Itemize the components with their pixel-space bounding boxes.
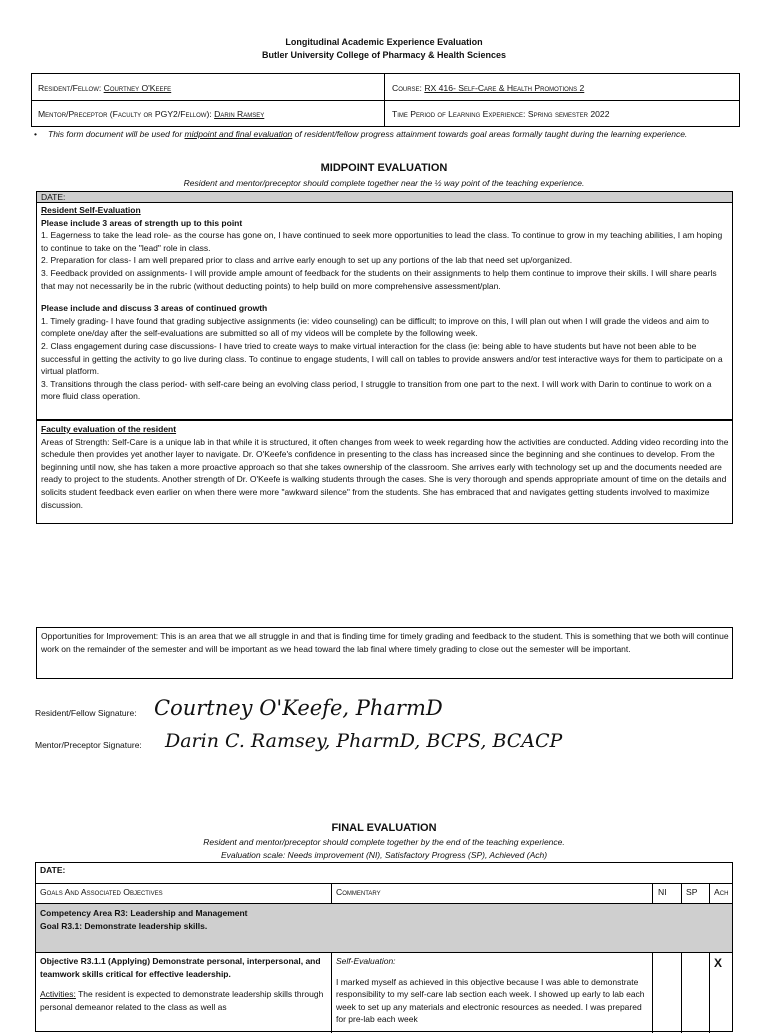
info-table — [31, 73, 740, 127]
faculty-evaluation-section — [36, 420, 733, 524]
note-bullet: • — [34, 129, 37, 139]
col-commentary-header: Commentary — [336, 887, 381, 897]
course-name: RX 416- Self-Care & Health Promotions 2 — [424, 83, 585, 93]
note-link-text: midpoint and final evaluation — [184, 129, 293, 139]
growth-item: 3. Transitions through the class period- with self-care being an evolving class period, I struggle to transition from one part to the next. I will work with Darin to continue to work on a more fluid class operation. — [41, 378, 712, 402]
midpoint-title: MIDPOINT EVALUATION — [320, 162, 448, 174]
course-field: Course: RX 416- Self-Care & Health Promotions 2 — [392, 83, 585, 93]
growth-item: 2. Class engagement during case discussions- I have tried to create ways to make virtual interaction for the class (ie: being able to have students but have not been able to be successful in getting the activity to go live during class. To continue to engage students, I will call on tables to provide answers and/or test interactive ways for them to participate on a virtual platform. — [41, 340, 723, 377]
period-field: Time Period of Learning Experience: Spring semester 2022 — [392, 109, 610, 119]
opportunities-section — [36, 627, 733, 679]
goal-text: Goal R3.1: Demonstrate leadership skills. — [40, 920, 208, 931]
mentor-signature-label: Mentor/Preceptor Signature: — [35, 740, 142, 750]
competency-area: Competency Area R3: Leadership and Management — [40, 908, 248, 918]
resident-signature: Courtney O'Keefe, PharmD — [154, 696, 443, 720]
self-eval-text: I marked myself as achieved in this objective because I was able to demonstrate responsibility to my self-care lab section each week. I showed up early to lab each week to set up any materials and electronic resources as needed. I was prepared for pre-lab each week — [336, 976, 645, 1025]
midpoint-subtitle: Resident and mentor/preceptor should complete together near the ½ way point of the teaching experience. — [183, 178, 585, 188]
faculty-text: Areas of Strength: Self-Care is a unique lab in that while it is structured, it often changes from week to week regarding how the activities are conducted. Adding video recording into the schedule then provides yet another layer to navigate. Dr. O'Keefe's confidence in presenting to the class has increased since the beginning and she continues to develop. From the beginning until now, she has taken a more proactive approach so that she takes ownership of the classroom. She arrives early with technology set up and the documents needed are ready to project to the students. Another strength of Dr. O'Keefe is walking students through the cases. She is very thorough and spends appropriate amount of time on the details and solicits student feedback even earlier on when there were more "awkward silence" from the students. She has embraced that and navigates getting students involved to maximize discussion. — [41, 436, 729, 510]
commentary-cell — [336, 955, 646, 1026]
faculty-heading: Faculty evaluation of the resident — [41, 424, 177, 434]
self-eval-label: Self-Evaluation: — [336, 956, 396, 966]
resident-name: Courtney O'Keefe — [103, 83, 172, 93]
strength-item: 2. Preparation for class- I am well prepared prior to class and arrive early enough to set up any portions of the lab that need set up/organized. — [41, 255, 573, 266]
strength-item: 1. Eagerness to take the lead role- as the course has gone on, I have continued to seek more opportunities to lead the class. To continue to grow in my teaching abilities, I am hoping to continue to take on the "lead" role in class. — [41, 230, 723, 253]
resident-signature-label: Resident/Fellow Signature: — [35, 708, 137, 718]
document-title: Longitudinal Academic Experience Evaluation — [285, 37, 483, 47]
institution-name: Butler University College of Pharmacy & Health Sciences — [261, 50, 507, 60]
col-sp-header: SP — [686, 887, 698, 897]
strength-heading: Please include 3 areas of strength up to this point — [41, 217, 243, 228]
mentor-field: Mentor/Preceptor (Faculty or PGY2/Fellow): Darin Ramsey — [38, 109, 265, 119]
resident-field: Resident/Fellow: Courtney O'Keefe — [38, 83, 172, 93]
period-value: Spring semester 2022 — [527, 109, 610, 119]
col-ach-header: Ach — [714, 887, 729, 897]
mentor-signature: Darin C. Ramsey, PharmD, BCPS, BCACP — [165, 730, 563, 752]
growth-heading: Please include and discuss 3 areas of continued growth — [41, 303, 268, 314]
midpoint-date-label: DATE: — [41, 192, 66, 202]
growth-item: 1. Timely grading- I have found that grading subjective assignments (ie: video counseling) can be difficult; to improve on this, I will plan out when I will grade the videos and aim to complete one/day after the self-evaluations are submitted so all of my videos will be complete by the following week. — [41, 315, 709, 339]
col-ni-header: NI — [658, 887, 667, 897]
activities-text: Activities: The resident is expected to demonstrate leadership skills through personal demeanor related to the class as well as — [40, 989, 324, 1012]
evaluation-scale: Evaluation scale: Needs improvement (NI), Satisfactory Progress (SP), Achieved (Ach) — [220, 850, 548, 860]
final-title: FINAL EVALUATION — [331, 822, 437, 834]
objective-text: Objective R3.1.1 (Applying) Demonstrate personal, interpersonal, and teamwork skills critical for effective leadership. — [40, 956, 321, 979]
self-eval-heading: Resident Self-Evaluation — [41, 205, 141, 215]
competency-row — [36, 904, 732, 952]
objective-cell — [40, 955, 325, 1013]
self-evaluation-section — [36, 202, 733, 420]
final-evaluation-table — [35, 862, 733, 1032]
opportunities-text: Opportunities for Improvement: This is an area that we all struggle in and that is finding time for timely grading and feedback to the student. This is something that we both will continue work on the remainder of the semester and will be important as we head toward the lab final where timely grading to close out the semester will be important. — [41, 631, 729, 654]
achieved-mark: X — [714, 956, 723, 970]
final-subtitle: Resident and mentor/preceptor should complete together by the end of the teaching experience. — [203, 837, 565, 847]
strength-item: 3. Feedback provided on assignments- I will provide ample amount of feedback for the students on their assignments to help them continue to improve their skills. I will share pearls that may not necessarily be in the rubric (without deducting points) to help build on more comprehensive assessment/plan. — [41, 267, 717, 291]
final-date-label: DATE: — [40, 865, 66, 875]
mentor-name: Darin Ramsey — [214, 109, 265, 119]
col-goals-header: Goals And Associated Objectives — [40, 887, 163, 897]
form-note: • This form document will be used for midpoint and final evaluation of resident/fellow progress attainment towards goal areas formally taught during the learning experience. — [34, 129, 688, 139]
